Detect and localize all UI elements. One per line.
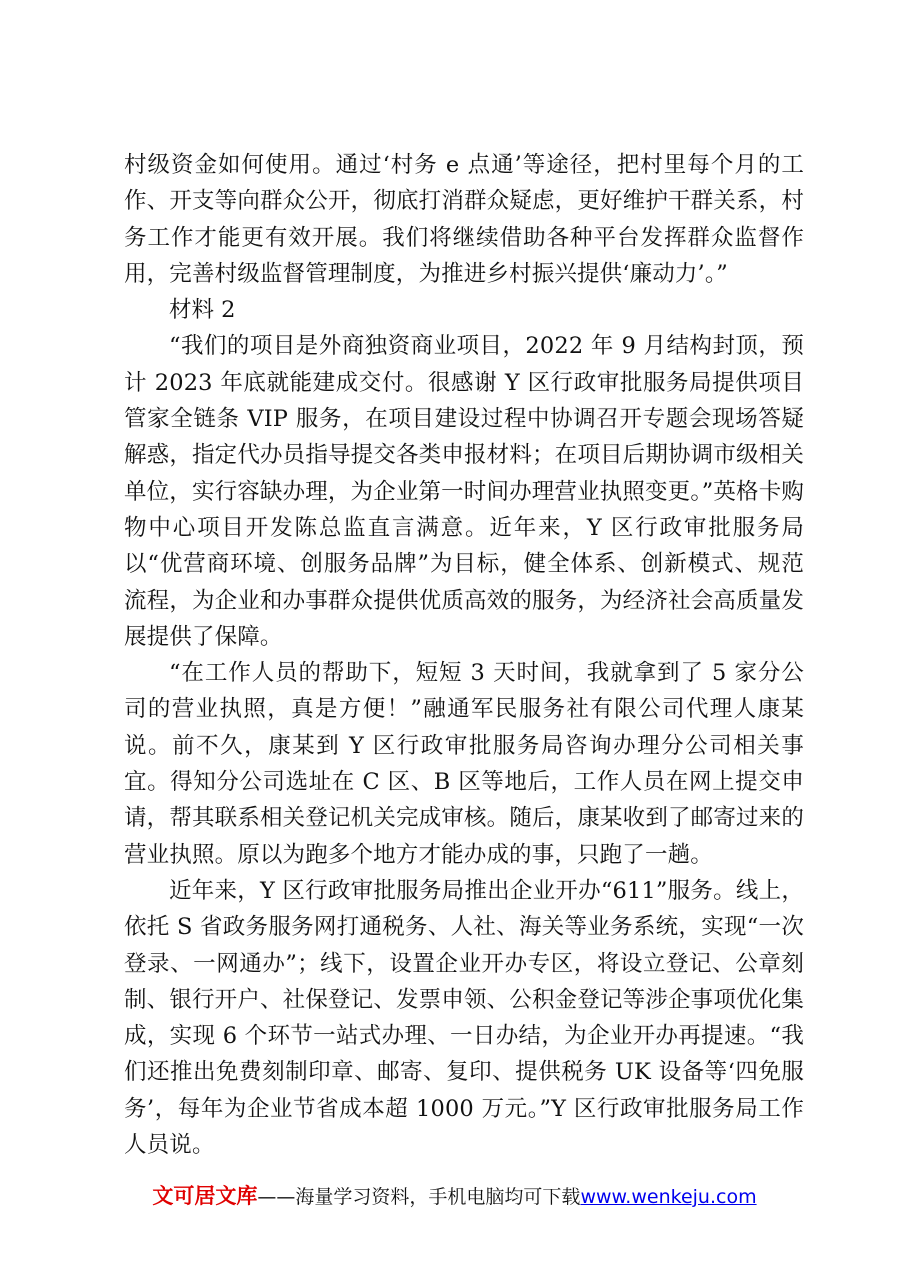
- footer-brand: 文可居文库: [152, 1184, 258, 1208]
- footer-banner: [0, 1180, 909, 1210]
- footer-link[interactable]: www.wenkeju.com: [580, 1186, 757, 1208]
- paragraph-continuation: 村级资金如何使用。通过‘村务 e 点通’等途径，把村里每个月的工作、开支等向群众公开，彻底打消群众疑虑，更好维护干群关系，村务工作才能更有效开展。我们将继续借助各种平台发挥群众监督作用，完善村级监督管理制度，为推进乡村振兴提供‘廉动力’。”: [124, 152, 804, 287]
- paragraph: “我们的项目是外商独资商业项目，2022 年 9 月结构封顶，预计 2023 年底就能建成交付。很感谢 Y 区行政审批服务局提供项目管家全链条 VIP 服务，在项目建设过程中协调召开专题会现场答疑解惑，指定代办员指导提交各类申报材料；在项目后期协调市级相关单位，实行容缺办理，为企业第一时间办理营业执照变更。”英格卡购物中心项目开发陈总监直言满意。近年来，Y 区行政审批服务局以“优营商环境、创服务品牌”为目标，健全体系、创新模式、规范流程，为企业和办事群众提供优质高效的服务，为经济社会高质量发展提供了保障。: [124, 333, 804, 650]
- paragraph: “在工作人员的帮助下，短短 3 天时间，我就拿到了 5 家分公司的营业执照，真是方便！”融通军民服务社有限公司代理人康某说。前不久，康某到 Y 区行政审批服务局咨询办理分公司相关事宜。得知分公司选址在 C 区、B 区等地后，工作人员在网上提交申请，帮其联系相关登记机关完成审核。随后，康某收到了邮寄过来的营业执照。原以为跑多个地方才能办成的事，只跑了一趟。: [124, 660, 804, 868]
- paragraph: 近年来，Y 区行政审批服务局推出企业开办“611”服务。线上，依托 S 省政务服务网打通税务、人社、海关等业务系统，实现“一次登录、一网通办”；线下，设置企业开办专区，将设立登记、公章刻制、银行开户、社保登记、发票申领、公积金登记等涉企事项优化集成，实现 6 个环节一站式办理、一日办结，为企业开办再提速。“我们还推出免费刻制印章、邮寄、复印、提供税务 UK 设备等‘四免服务’，每年为企业节省成本超 1000 万元。”Y 区行政审批服务局工作人员说。: [124, 877, 804, 1159]
- document-body: [124, 147, 804, 1163]
- footer-tagline: ——海量学习资料，手机电脑均可下载: [257, 1186, 581, 1208]
- section-heading: 材料 2: [169, 297, 236, 324]
